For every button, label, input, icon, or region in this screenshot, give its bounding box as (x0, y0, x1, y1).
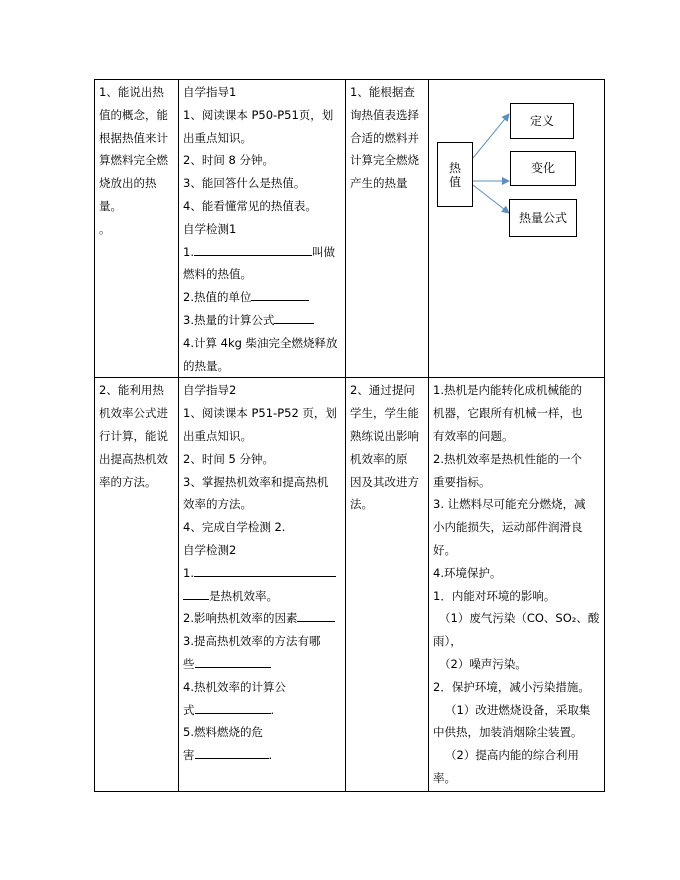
guide-items (183, 402, 341, 539)
target-cell-1 (346, 80, 429, 378)
objective-line: 。 (99, 221, 111, 236)
target-line: 计算完全燃烧 (350, 153, 419, 168)
summary-line: 2．保护环境，减小污染措施。 (433, 679, 590, 694)
guide-cell-2 (179, 378, 346, 792)
target-line: 学生，学生能 (350, 406, 419, 421)
answer-blank[interactable] (194, 562, 336, 577)
summary-line: 率。 (433, 770, 456, 785)
check-question-1-cont: 燃料的热值。 (183, 267, 252, 282)
target-line: 合适的燃料并 (350, 130, 419, 145)
summary-line: 1.热机是内能转化成机械能的 (433, 383, 582, 398)
summary-line: 有效率的问题。 (433, 428, 514, 443)
check-question-5: 5.燃料燃烧的危 (183, 725, 263, 740)
objective-line: 烧放出的热 (99, 176, 157, 191)
answer-blank[interactable] (297, 607, 335, 622)
check-question-2: 2.热值的单位 (183, 286, 341, 309)
summary-line: 重要指标。 (433, 474, 491, 489)
check-question-3: 3.提高热机效率的方法有哪 (183, 634, 321, 649)
target-cell-2 (346, 378, 429, 792)
target-line: 法。 (350, 497, 373, 512)
guide-item: 出重点知识。 (183, 130, 252, 145)
check-question-1-cont: 是热机效率。 (183, 585, 341, 608)
objective-line: 行计算，能说 (99, 428, 168, 443)
answer-blank[interactable] (194, 241, 312, 256)
guide-item: 出重点知识。 (183, 428, 252, 443)
guide-item: 3、能回答什么是热值。 (183, 176, 306, 191)
table-row (95, 378, 605, 792)
check-question-4: 4.热机效率的计算公 (183, 679, 286, 694)
lesson-plan-table (94, 79, 605, 792)
answer-blank[interactable] (195, 699, 271, 714)
summary-line: 4.环境保护。 (433, 565, 502, 580)
objective-line: 值的概念，能 (99, 107, 168, 122)
objective-cell-1 (95, 80, 179, 378)
guide-item: 4、完成自学检测 2. (183, 520, 286, 535)
table-row (95, 80, 605, 378)
concept-diagram (429, 80, 604, 376)
summary-line: （1）废气污染（CO、SO₂、酸 (439, 611, 600, 626)
objective-line: 出提高热机效 (99, 451, 168, 466)
check-question-5-cont: 害 . (183, 744, 341, 767)
summary-line: 中供热，加装消烟除尘装置。 (433, 725, 583, 740)
check-question-line: 的热量。 (183, 358, 229, 373)
objective-line: 2、能利用热 (99, 383, 164, 398)
target-line: 1、能根据查 (350, 85, 415, 99)
summary-cell (429, 378, 605, 792)
check-question-2: 2.影响热机效率的因素 (183, 607, 341, 630)
summary-line: （2）提高内能的综合利用 (445, 748, 579, 763)
summary-line: 好。 (433, 542, 456, 557)
check-title: 自学检测1 (183, 221, 237, 236)
target-line: 产生的热量 (350, 176, 408, 191)
check-title: 自学检测2 (183, 542, 237, 557)
check-question-1: 1. 叫做 (183, 241, 341, 264)
change-node: 变化 (510, 151, 576, 186)
check-question-line: 4.计算 4kg 柴油完全燃烧释放 (183, 335, 338, 350)
summary-line: 1．内能对环境的影响。 (433, 588, 556, 603)
target-line: 2、通过提问 (350, 383, 415, 398)
guide-item: 效率的方法。 (183, 497, 252, 512)
check-question-3-cont: 些 (183, 653, 341, 676)
objective-line: 率的方法。 (99, 474, 157, 489)
guide-item: 4、能看懂常见的热值表。 (183, 198, 317, 213)
answer-blank[interactable] (195, 653, 271, 668)
target-line: 熟练说出影响 (350, 428, 419, 443)
guide-title: 自学指导1 (183, 85, 237, 99)
guide-item: 3、掌握热机效率和提高热机 (183, 474, 329, 489)
definition-node: 定义 (510, 103, 574, 139)
target-line: 机效率的原 (350, 451, 408, 466)
guide-cell-1 (179, 80, 346, 378)
objective-line: 算燃料完全燃 (99, 153, 168, 168)
check-question-4-cont: 式 . (183, 699, 341, 722)
objective-line: 量。 (99, 198, 122, 213)
summary-line: 3. 让燃料尽可能充分燃烧，减 (433, 497, 586, 512)
summary-line: 雨）， (433, 634, 462, 649)
objective-line: 1、能说出热 (99, 85, 164, 99)
answer-blank[interactable] (251, 286, 309, 301)
heat-formula-node: 热量公式 (509, 199, 577, 237)
guide-items (183, 104, 341, 218)
summary-line: 小内能损失，运动部件润滑良 (433, 520, 583, 535)
guide-title: 自学指导2 (183, 383, 237, 398)
guide-item: 1、阅读课本 P51-P52 页，划 (183, 406, 337, 421)
summary-line: 机器，它跟所有机械一样，也 (433, 406, 583, 421)
objective-cell-2 (95, 378, 179, 792)
check-question-3: 3.热量的计算公式 (183, 309, 341, 332)
arrow-to-formula (473, 185, 509, 213)
summary-line: （2）噪声污染。 (439, 656, 527, 671)
heat-value-node: 热 值 (437, 142, 473, 207)
objective-line: 机效率公式进 (99, 406, 168, 421)
diagram-cell (429, 80, 605, 378)
check-question-4 (183, 332, 341, 378)
guide-item: 2、时间 5 分钟。 (183, 451, 274, 466)
target-line: 询热值表选择 (350, 107, 419, 122)
arrow-to-definition (473, 114, 509, 158)
check-question-1: 1. (183, 562, 341, 585)
answer-blank[interactable] (195, 744, 269, 759)
answer-blank[interactable] (183, 585, 209, 600)
target-line: 因及其改进方 (350, 474, 419, 489)
guide-item: 2、时间 8 分钟。 (183, 153, 274, 168)
answer-blank[interactable] (274, 309, 314, 324)
objective-line: 根据热值来计 (99, 130, 168, 145)
summary-line: （1）改进燃烧设备，采取集 (445, 702, 591, 717)
guide-item: 1、阅读课本 P50-P51页，划 (183, 107, 334, 122)
summary-line: 2.热机效率是热机性能的一个 (433, 451, 582, 466)
